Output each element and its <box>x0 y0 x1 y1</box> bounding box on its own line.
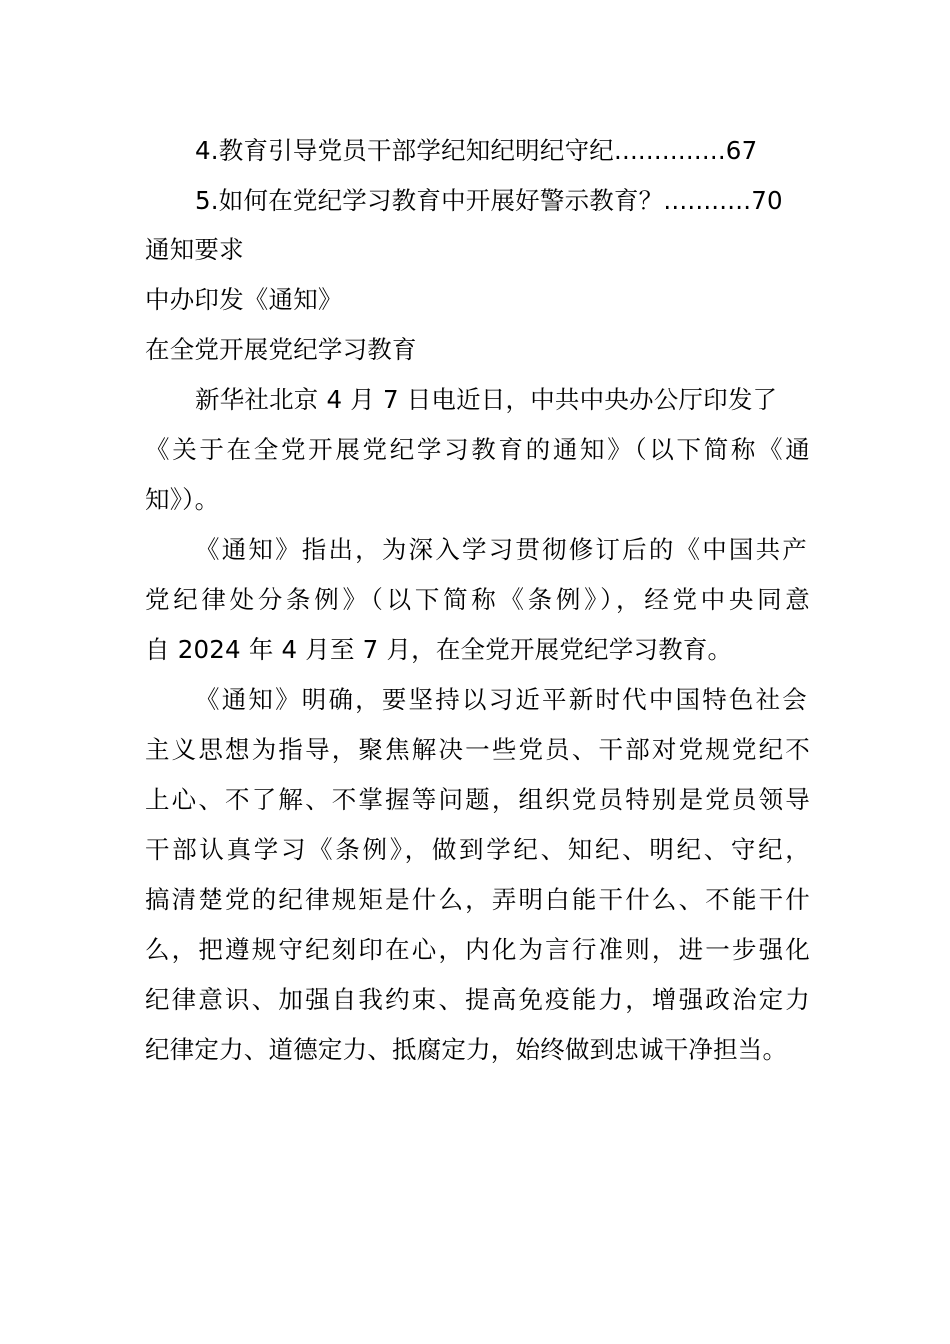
paragraph-line: 《关于在全党开展党纪学习教育的通知》（以下简称《通 <box>145 435 810 464</box>
paragraph-line: 自 2024 年 4 月至 7 月，在全党开展党纪学习教育。 <box>145 635 733 664</box>
paragraph-line: 知》）。 <box>145 485 220 514</box>
paragraph-line: 主义思想为指导，聚焦解决一些党员、干部对党规党纪不 <box>145 735 810 764</box>
toc-entry: 5.如何在党纪学习教育中开展好警示教育？...........70 <box>195 186 783 215</box>
section-heading: 中办印发《通知》 <box>145 285 343 314</box>
paragraph-line: 搞清楚党的纪律规矩是什么，弄明白能干什么、不能干什 <box>145 885 810 914</box>
paragraph-line: 么，把遵规守纪刻印在心，内化为言行准则，进一步强化 <box>145 935 810 964</box>
section-heading: 在全党开展党纪学习教育 <box>145 335 417 364</box>
section-heading: 通知要求 <box>145 235 244 264</box>
paragraph-line: 纪律意识、加强自我约束、提高免疫能力，增强政治定力 <box>145 985 810 1014</box>
paragraph-line: 纪律定力、道德定力、抵腐定力，始终做到忠诚干净担当。 <box>145 1035 788 1064</box>
paragraph-line: 新华社北京 4 月 7 日电近日，中共中央办公厅印发了 <box>195 385 778 414</box>
paragraph-line: 上心、不了解、不掌握等问题，组织党员特别是党员领导 <box>145 785 810 814</box>
paragraph-line: 《通知》指出，为深入学习贯彻修订后的《中国共产 <box>195 535 807 564</box>
paragraph-line: 党纪律处分条例》（以下简称《条例》），经党中央同意 <box>145 585 810 614</box>
paragraph-line: 干部认真学习《条例》，做到学纪、知纪、明纪、守纪， <box>145 835 810 864</box>
toc-entry: 4.教育引导党员干部学纪知纪明纪守纪..............67 <box>195 136 758 165</box>
paragraph-line: 《通知》明确，要坚持以习近平新时代中国特色社会 <box>195 685 807 714</box>
